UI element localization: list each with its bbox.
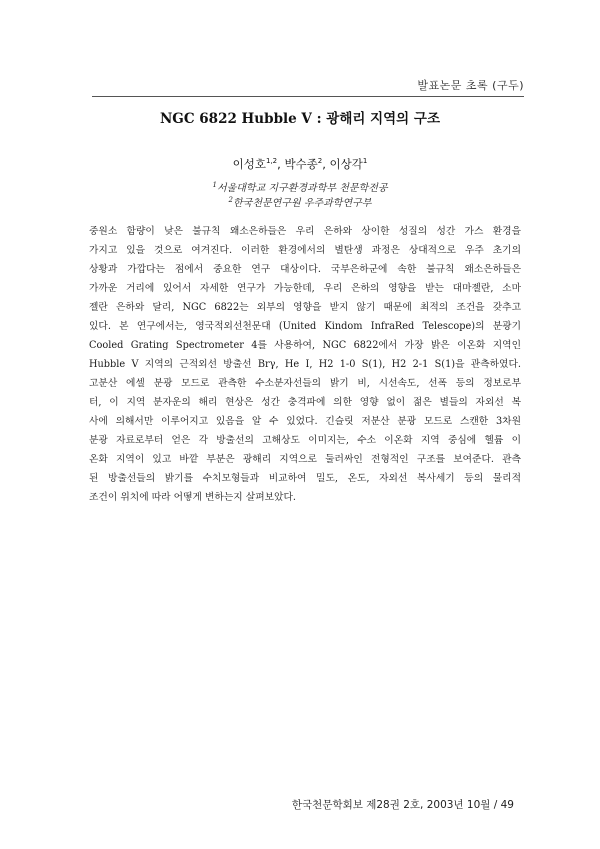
affiliation-text: 한국천문연구원 우주과학연구부	[233, 198, 372, 209]
author-separator: ,	[322, 157, 330, 171]
abstract-line: 젤란 은하와 달리, NGC 6822는 외부의 영향을 받지 않기 때문에 최적의 조건을 갖추고	[89, 302, 521, 313]
abstract-line: 가지고 있을 것으로 여겨진다. 이러한 환경에서의 별탄생 과정은 상대적으로 우주 초기의	[89, 245, 521, 256]
abstract-line: 있다. 본 연구에서는, 영국적외선천문대 (United Kindom InfraRed Telescope)의 분광기	[89, 321, 521, 332]
affiliation	[0, 194, 600, 209]
abstract-line: Hubble V 지역의 근적외선 방출선 Brγ, He I, H2 1-0 S(1), H2 2-1 S(1)을 관측하였다.	[89, 359, 521, 370]
affiliation-mark: 1	[212, 181, 217, 189]
abstract-line: Cooled Grating Spectrometer 4를 사용하여, NGC 6822에서 가장 밝은 이온화 지역인	[89, 340, 521, 351]
affiliation-text: 서울대학교 지구환경과학부 천문학전공	[216, 183, 388, 194]
journal-citation: 한국천문학회보 제28권 2호, 2003년 10월 / 49	[291, 799, 514, 811]
affiliation	[0, 179, 600, 194]
abstract-line: 가까운 거리에 있어서 자세한 연구가 가능한데, 우리 은하의 영향을 받는 대마젤란, 소마	[89, 283, 521, 294]
author-affiliation-mark: 1,2	[265, 157, 278, 165]
paper-title: NGC 6822 Hubble V : 광해리 지역의 구조	[159, 111, 441, 127]
abstract-line: 분광 자료로부터 얻은 각 방출선의 고해상도 이미지는, 수소 이온화 지역 중심에 헬륨 이	[89, 435, 521, 446]
author-name: 이성호	[232, 157, 266, 171]
abstract-body	[89, 222, 521, 507]
abstract-line: 중원소 함량이 낮은 불규칙 왜소은하들은 우리 은하와 상이한 성질의 성간 가스 환경을	[89, 226, 521, 237]
author-name: 이상각	[329, 157, 363, 171]
abstract-line: 된 방출선들의 밝기를 수치모형들과 비교하여 밀도, 온도, 자외선 복사세기 등의 물리적	[89, 473, 521, 484]
section-tag: 발표논문 초록 (구두)	[417, 79, 524, 92]
author-affiliation-mark: 1	[362, 157, 368, 165]
abstract-line: 온화 지역이 있고 바깥 부분은 광해리 지역으로 둘러싸인 전형적인 구조를 보여준다. 관측	[89, 454, 521, 465]
author-list	[0, 156, 600, 172]
author-affiliation-mark: 2	[317, 157, 323, 165]
abstract-line: 조건이 위치에 따라 어떻게 변하는지 살펴보았다.	[89, 492, 296, 503]
author-name: 박수종	[284, 157, 318, 171]
author-separator: ,	[277, 157, 285, 171]
header-divider	[92, 96, 524, 97]
abstract-line: 상황과 가깝다는 점에서 중요한 연구 대상이다. 국부은하군에 속한 불규칙 왜소은하들은	[89, 264, 521, 275]
abstract-line: 사에 의해서만 이루어지고 있음을 알 수 있었다. 긴슬릿 저분산 분광 모드로 스캔한 3차원	[89, 416, 521, 427]
affiliation-mark: 2	[228, 196, 234, 204]
abstract-line: 고분산 에셀 분광 모드로 관측한 수소분자선들의 밝기 비, 시선속도, 선폭 등의 정보로부	[89, 378, 521, 389]
abstract-line: 터, 이 지역 분자운의 해리 현상은 성간 충격파에 의한 영향 없이 젊은 별들의 자외선 복	[89, 397, 521, 408]
